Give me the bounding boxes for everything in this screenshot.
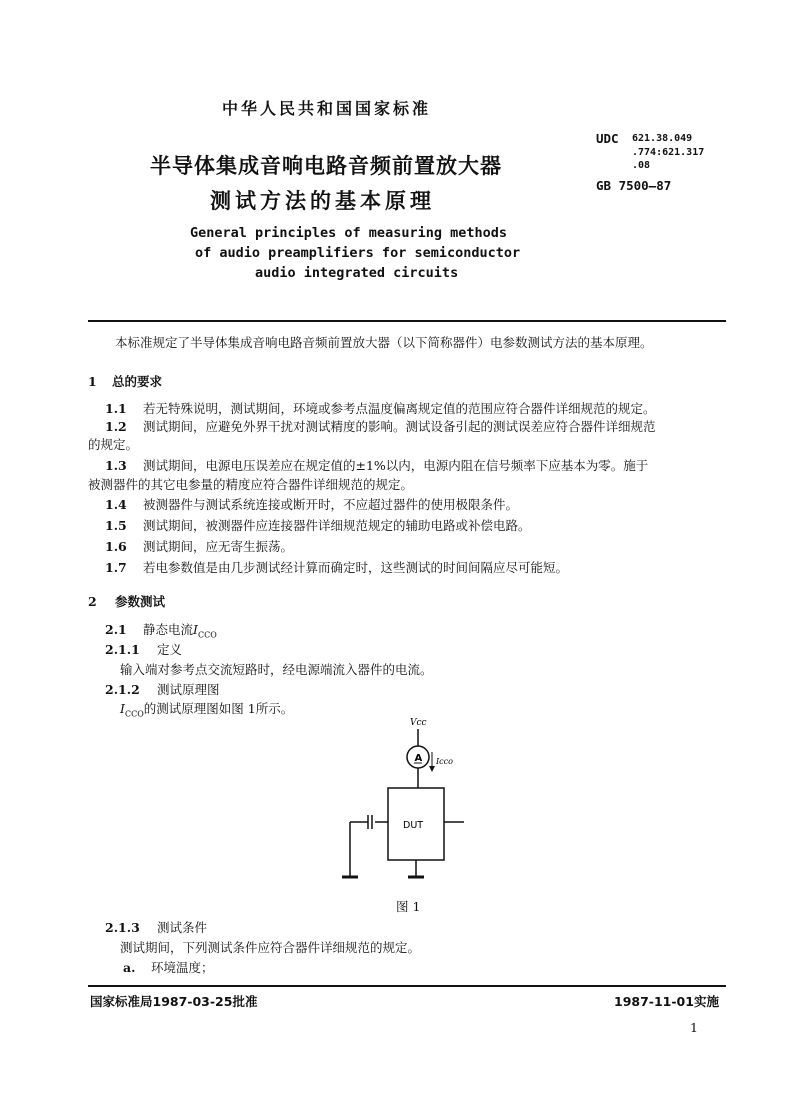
dut-label: DUT [403,820,424,831]
effective-date: 1987-11-01实施 [614,994,719,1009]
clause-1-7: 1.7 若电参数值是由几步测试经计算而确定时，这些测试的时间间隔应尽可能短。 [105,560,569,575]
clause-1-2: 1.2 测试期间，应避免外界干扰对测试精度的影响。测试设备引起的测试误差应符合器件详细规范 [105,419,656,434]
clause-1-2-cont: 的规定。 [88,437,139,452]
clause-2-1-3: 2.1.3 测试条件 [105,920,208,935]
header-divider [88,320,726,322]
clause-2-1: 2.1 静态电流$I_{CCO}$ [105,622,217,640]
figure-1-circuit [330,712,490,892]
footer-divider [88,985,726,987]
document-title-line2: 测试方法的基本原理 [210,189,435,213]
clause-2-1-2: 2.1.2 测试原理图 [105,682,220,697]
clause-1-1: 1.1 若无特殊说明，测试期间，环境或参考点温度偏离规定值的范围应符合器件详细规范的规定。 [105,401,656,416]
section1-title: 总的要求 [112,374,163,389]
national-standard-header: 中华人民共和国国家标准 [222,99,432,118]
english-title-line2: of audio preamplifiers for semiconductor [195,245,521,261]
page-number: 1 [690,1020,698,1035]
udc-code-line3: .08 [632,160,651,171]
clause-1-3: 1.3 测试期间，电源电压误差应在规定值的±1%以内，电源内阻在信号频率下应基本为零。施于 [105,458,649,473]
clause-2-1-1-text: 输入端对参考点交流短路时，经电源端流入器件的电流。 [120,662,433,677]
udc-label: UDC [596,131,619,146]
figure-1-caption: 图 1 [396,899,421,914]
intro-paragraph: 本标准规定了半导体集成音响电路音频前置放大器（以下简称器件）电参数测试方法的基本原理。 [115,335,653,350]
approval-date: 国家标准局1987-03-25批准 [90,994,258,1009]
document-title-line1: 半导体集成音响电路音频前置放大器 [150,154,502,178]
gb-number: GB 7500—87 [596,178,672,193]
udc-code-line2: .774:621.317 [632,147,705,158]
section2-number: 2 [88,594,97,609]
english-title-line1: General principles of measuring methods [190,225,507,241]
condition-item-a: a. 环境温度； [123,960,214,975]
current-label: Icco [436,757,453,766]
clause-2-1-3-text: 测试期间，下列测试条件应符合器件详细规范的规定。 [120,940,421,955]
clause-2-1-2-text: $I_{CCO}$的测试原理图如图 1所示。 [120,701,294,719]
section1-number: 1 [88,374,97,389]
english-title-line3: audio integrated circuits [255,265,459,281]
current-arrowhead [429,766,435,772]
ammeter-label: A [414,753,423,764]
clause-1-5: 1.5 测试期间，被测器件应连接器件详细规范规定的辅助电路或补偿电路。 [105,518,531,533]
clause-1-4: 1.4 被测器件与测试系统连接或断开时，不应超过器件的使用极限条件。 [105,497,519,512]
clause-1-6: 1.6 测试期间，应无寄生振荡。 [105,539,294,554]
section2-title: 参数测试 [115,594,166,609]
clause-2-1-1: 2.1.1 定义 [105,642,183,657]
vcc-label: Vcc [410,718,427,728]
clause-1-3-cont: 被测器件的其它电参量的精度应符合器件详细规范的规定。 [88,477,414,492]
udc-code-line1: 621.38.049 [632,133,693,144]
